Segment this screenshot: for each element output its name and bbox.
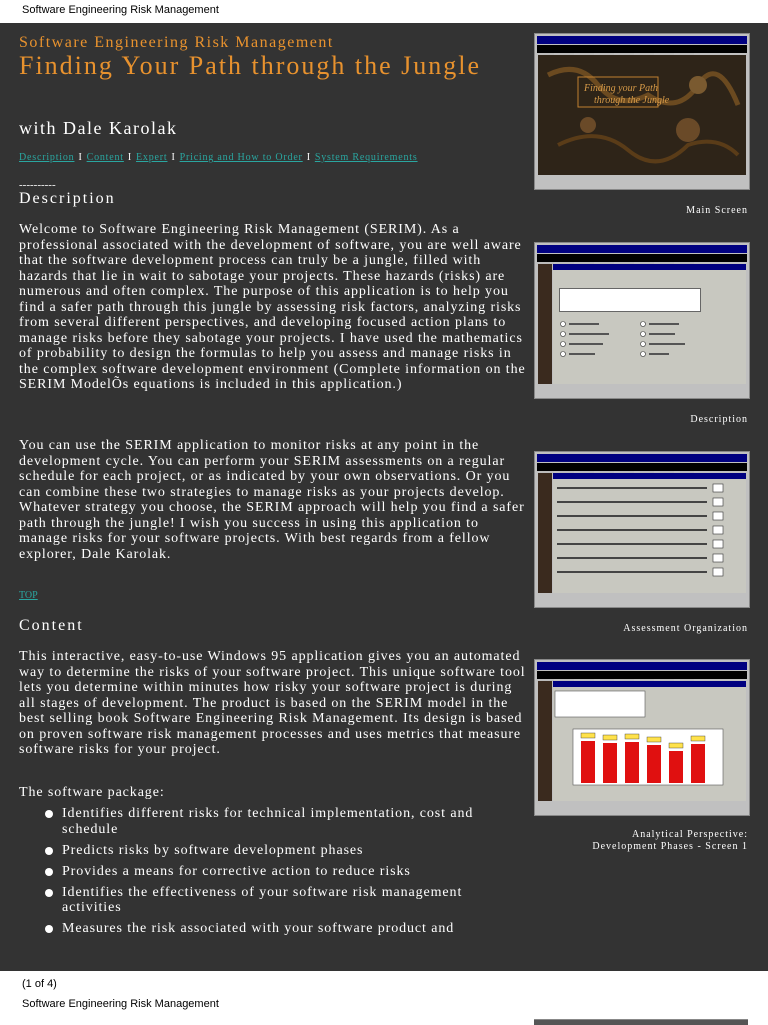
bullet-icon (45, 810, 53, 818)
window-menubar (537, 254, 747, 262)
nav-link-expert[interactable]: Expert (136, 152, 168, 163)
form-area (553, 264, 746, 384)
caption-line: Development Phases - Screen 1 (592, 841, 748, 852)
text-box (559, 288, 701, 312)
main-screen-thumbnail[interactable] (534, 33, 750, 190)
description-paragraph-2: You can use the SERIM application to monitor risks at any point in the development cycle. You can perform your SERIM assessments on a regular schedule for each project, or as indicated by your own observations. Or you can combine these two strategies to manage risks as your projects develop. Whatever strategy you choose, the SERIM approach will help you find a safer path through the jungle! I wish you success in using this application to manage risks for your software projects. With best regards from a fellow explorer, Dale Karolak. (19, 438, 525, 562)
svg-text:Finding your Path: Finding your Path (584, 83, 658, 94)
list-item (19, 843, 519, 859)
nav-separator: I (306, 152, 311, 163)
radio-options (559, 318, 729, 368)
sidebar-strip (538, 264, 552, 384)
jungle-artwork (538, 55, 746, 175)
nav-link-content[interactable]: Content (86, 152, 124, 163)
question-list (553, 473, 746, 593)
caption-line: Analytical Perspective: (631, 829, 748, 840)
nav-separator: I (78, 152, 83, 163)
page-title: Finding Your Path through the Jungle (19, 51, 482, 80)
caption-analytical-perspective (534, 829, 748, 853)
svg-text:through the Jungle: through the Jungle (594, 95, 670, 106)
page-header (0, 0, 768, 23)
package-list (19, 806, 519, 942)
window-menubar (537, 671, 747, 679)
sidebar-strip (538, 473, 552, 593)
form-titlebar (553, 264, 746, 270)
form-titlebar (553, 473, 746, 479)
form-titlebar (553, 681, 746, 687)
bullet-icon (45, 847, 53, 855)
list-item (19, 921, 519, 937)
page-header-title: Software Engineering Risk Management (22, 4, 219, 16)
bar-chart-icon (553, 689, 739, 801)
list-item-text: Identifies the effectiveness of your software risk management activities (62, 884, 463, 915)
analytical-screen-thumbnail[interactable] (534, 659, 750, 816)
top-link[interactable]: TOP (19, 590, 38, 601)
window-titlebar (537, 662, 747, 670)
list-item-text: Provides a means for corrective action to reduce risks (62, 863, 411, 879)
page-indicator: (1 of 4) (22, 978, 57, 990)
content-paragraph-1: This interactive, easy-to-use Windows 95 application gives you an automated way to determine the risks of your software project. This unique software tool lets you determine within minutes how risky your software project is during all stages of development. The product is based on the SERIM model in the best selling book Software Engineering Risk Management. Its design is based on proven software risk management processes and uses metrics that measure software risks for your project. (19, 649, 526, 757)
nav-link-description[interactable]: Description (19, 152, 75, 163)
description-paragraph-1: Welcome to Software Engineering Risk Management (SERIM). As a professional associated with the development of software, you are well aware that the software development process can truly be a jungle, filled with hazards that lie in wait to sabotage your projects. These hazards (risks) are numerous and often complex. The purpose of this application is to help you find a safer path through this jungle by assessing risk factors, analyzing risks from several different perspectives, and developing focused action plans to manage risks before they sabotage your projects. I have used the mathematics of probability to design the formulas to help you assess and manage risks in the complex software development environment (Complete information on the SERIM ModelÕs equations is included in this application.) (19, 222, 526, 392)
list-item (19, 864, 519, 880)
questions-icon (555, 483, 741, 593)
caption-main-screen: Main Screen (686, 205, 748, 216)
supertitle: Software Engineering Risk Management (19, 34, 334, 51)
assessment-screen-thumbnail[interactable] (534, 451, 750, 608)
divider: ---------- (19, 179, 56, 191)
byline: with Dale Karolak (19, 118, 178, 138)
window-titlebar (537, 36, 747, 44)
footer-title: Software Engineering Risk Management (22, 998, 219, 1010)
caption-assessment-organization: Assessment Organization (623, 623, 748, 634)
list-item-text: Measures the risk associated with your software product and (62, 921, 455, 936)
chart-area (553, 681, 746, 801)
description-screen-thumbnail[interactable] (534, 242, 750, 399)
list-item (19, 806, 519, 837)
list-item-text: Predicts risks by software development phases (62, 842, 364, 858)
main-panel (0, 23, 768, 971)
bullet-icon (45, 868, 53, 876)
jungle-map-icon (538, 55, 746, 175)
nav-link-pricing[interactable]: Pricing and How to Order (179, 152, 303, 163)
nav-link-system-requirements[interactable]: System Requirements (314, 152, 418, 163)
section-nav (19, 152, 418, 163)
nav-separator: I (171, 152, 176, 163)
window-titlebar (537, 245, 747, 253)
window-menubar (537, 463, 747, 471)
radio-buttons-icon (559, 318, 729, 368)
content-heading: Content (19, 617, 84, 634)
sidebar-strip (538, 681, 552, 801)
bullet-icon (45, 925, 53, 933)
window-titlebar (537, 454, 747, 462)
package-label: The software package: (19, 785, 165, 800)
next-page-thumbnail-edge (534, 1019, 748, 1025)
caption-description: Description (690, 414, 748, 425)
window-menubar (537, 45, 747, 53)
description-heading: Description (19, 190, 116, 207)
bullet-icon (45, 889, 53, 897)
list-item (19, 885, 519, 916)
nav-separator: I (127, 152, 133, 163)
list-item-text: Identifies different risks for technical implementation, cost and schedule (62, 806, 474, 837)
